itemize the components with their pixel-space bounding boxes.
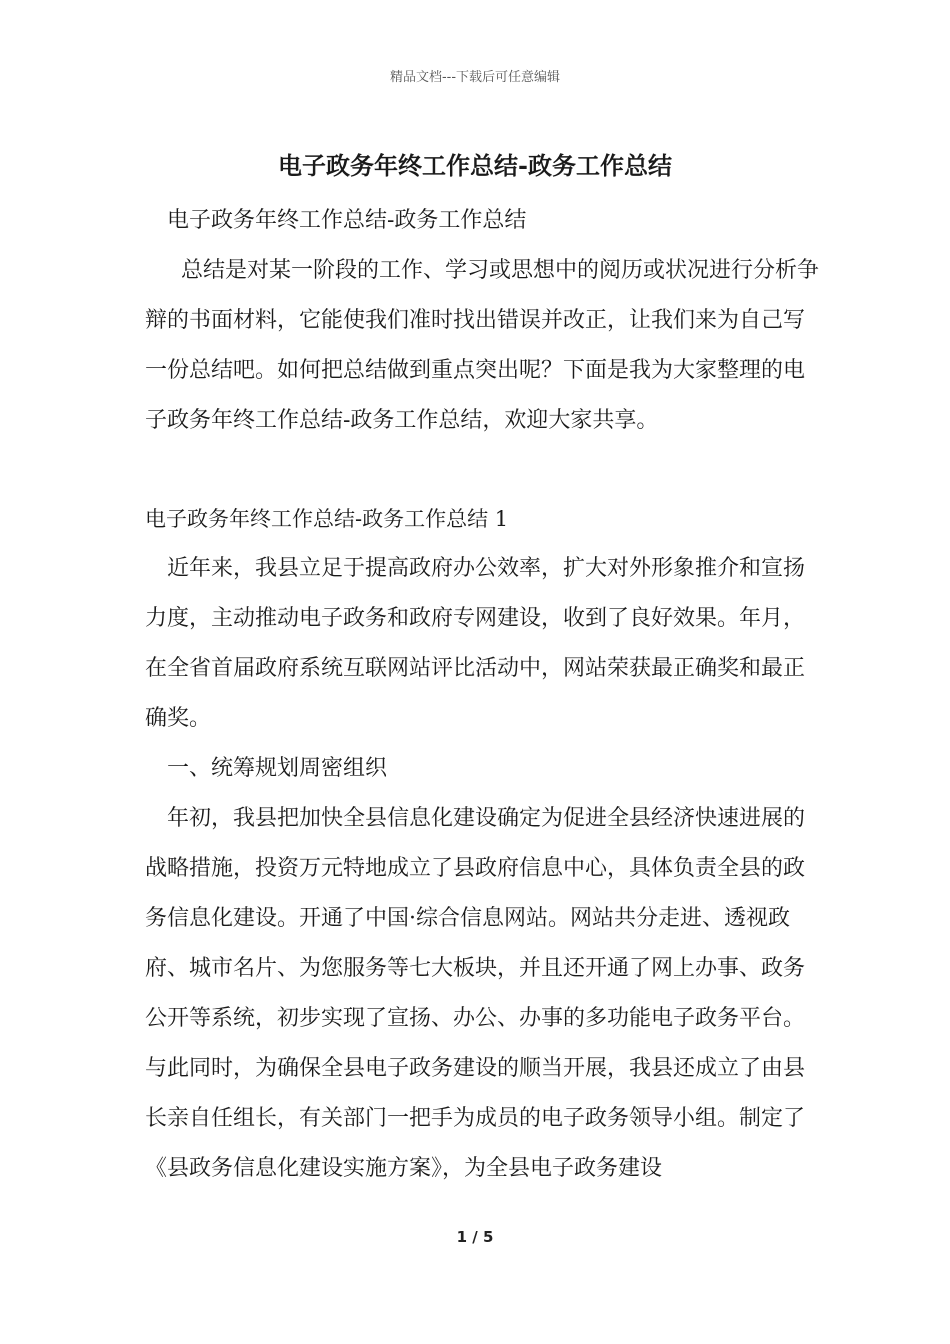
document-subtitle: 电子政务年终工作总结-政务工作总结 [167, 208, 527, 233]
header-note: 精品文档---下载后可任意编辑 [389, 70, 561, 85]
section-title: 电子政务年终工作总结-政务工作总结 1 [145, 507, 509, 531]
page-number: 1 / 5 [456, 1228, 494, 1246]
intro-paragraph: 总结是对某一阶段的工作、学习或思想中的阅历或状况进行分析争辩的书面材料，它能使我们准时找出错误并改正，让我们来为自己写一份总结吧。如何把总结做到重点突出呢？下面是我为大家整理的电子政务年终工作总结-政务工作总结，欢迎大家共享。 [145, 258, 820, 433]
body-paragraph-2: 年初，我县把加快全县信息化建设确定为促进全县经济快速进展的战略措施，投资万元特地成立了县政府信息中心，具体负责全县的政务信息化建设。开通了中国·综合信息网站。网站共分走进、透视政府、城市名片、为您服务等七大板块，并且还开通了网上办事、政务公开等系统，初步实现了宣扬、办公、办事的多功能电子政务平台。与此同时，为确保全县电子政务建设的顺当开展，我县还成立了由县长亲自任组长，有关部门一把手为成员的电子政务领导小组。制定了《县政务信息化建设实施方案》，为全县电子政务建设 [145, 806, 806, 1181]
body-paragraph-1: 近年来，我县立足于提高政府办公效率，扩大对外形象推介和宣扬力度，主动推动电子政务和政府专网建设，收到了良好效果。年月，在全省首届政府系统互联网站评比活动中，网站荣获最正确奖和最正确奖。 [145, 556, 806, 731]
document-title: 电子政务年终工作总结-政务工作总结 [278, 151, 672, 180]
section-heading-1: 一、统筹规划周密组织 [167, 756, 388, 781]
